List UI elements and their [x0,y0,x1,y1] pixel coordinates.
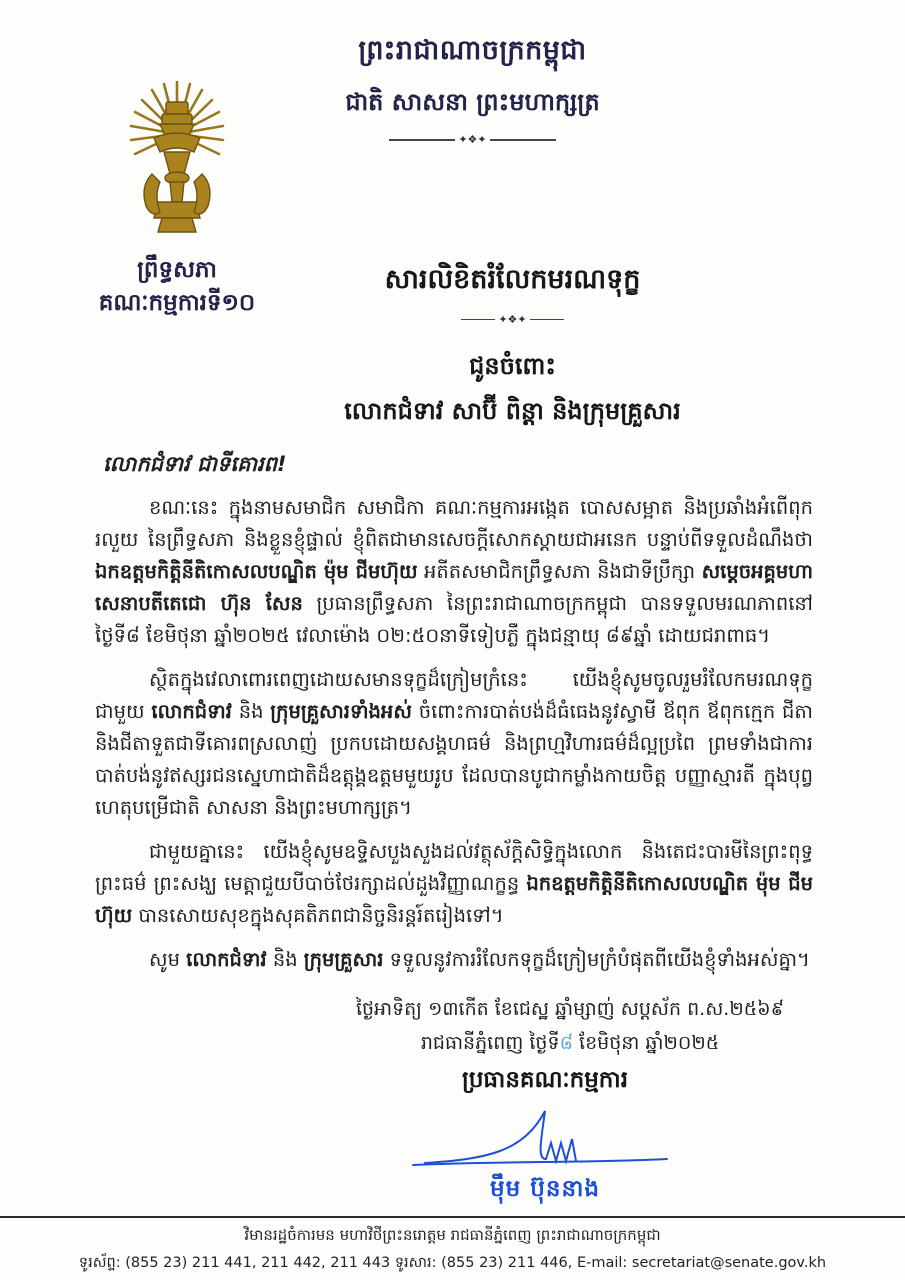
kingdom-motto-line1: ព្រះរាជាណាចក្រកម្ពុជា [358,35,587,66]
solar-date: រាជធានីភ្នំពេញ ថ្ងៃទី៨ ខែមិថុនា ឆ្នាំ២០២៥ [420,1032,720,1054]
senate-emblem-icon [122,78,232,246]
footer-contacts: ទូរស័ព្ទ: (855 23) 211 441, 211 442, 211 443 ទូរសារ: (855 23) 211 446, E-mail: secretariat@senate.gov.kh [78,1255,827,1271]
salutation: លោកជំទាវ ជាទីគោរព! [103,452,287,476]
kingdom-motto-line2: ជាតិ សាសនា ព្រះមហាក្សត្រ [345,88,600,116]
signature-block [335,1066,755,1208]
lunar-date: ថ្ងៃអាទិត្យ ១៣កើត ខែជេស្ឋ ឆ្នាំម្សាញ់ សប្ដស័ក ព.ស.២៥៦៩ [355,998,785,1020]
letterhead-commission: គណៈកម្មការទី១០ [98,290,256,317]
recipient-name: លោកជំទាវ សាប៊ី ពិន្ដា និងក្រុមគ្រួសារ [344,397,681,425]
recipient-block [120,351,905,431]
letter-title: សារលិខិតរំលែកមរណទុក្ខ [384,264,641,295]
letterhead-institution: ព្រឹទ្ធសភា [137,257,217,283]
letterhead [62,78,292,321]
paragraph-4: សូម លោកជំទាវ និង ក្រុមគ្រួសារ ទទួលនូវការរំលែកទុក្ខដ៏ក្រៀមក្រំបំផុតពីយើងខ្ញុំទាំងអស់គ្នា។ [149,948,810,971]
paragraph-1: ខណៈនេះ ក្នុងនាមសមាជិក សមាជិកា គណៈកម្មការអង្កេត បោសសម្អាត និងប្រឆាំងអំពើពុករលួយ នៃព្រឹទ្ធសភា និងខ្លួនខ្ញុំផ្ទាល់ ខ្ញុំពិតជាមានសេចក្ដីសោកស្ដាយជាអនេក បន្ទាប់ពីទទួលដំណឹងថា ឯកឧត្តមកិត្តិនីតិកោសលបណ្ឌិត ម៉ុម ជីមហ៊ុយ អតីតសមាជិកព្រឹទ្ធសភា និងជាទីប្រឹក្សា សម្ដេចអគ្គមហាសេនាបតីតេជោ ហ៊ុន សែន ប្រធានព្រឹទ្ធសភា នៃព្រះរាជាណាចក្រកម្ពុជា បានទទួលមរណភាពនៅថ្ងៃទី៨ ខែមិថុនា ឆ្នាំ២០២៥ វេលាម៉ោង ០២:៥០នាទីទៀបភ្លឺ ក្នុងជន្មាយុ ៨៩ឆ្នាំ ដោយជរាពាធ។ [95,496,813,647]
divider-line-left [461,319,495,320]
paragraph-2: ស្ថិតក្នុងវេលាពោរពេញដោយសមានទុក្ខដ៏ក្រៀមក្រំនេះ យើងខ្ញុំសូមចូលរួមរំលែកមរណទុក្ខជាមួយ លោកជំទាវ និង ក្រុមគ្រួសារទាំងអស់ ចំពោះការបាត់បង់ដ៏ធំធេងនូវស្វាមី ឪពុក ឪពុកក្មេក ជីតា និងជីតាទួតជាទីគោរពស្រលាញ់ ប្រកបដោយសង្គហធម៌ និងព្រហ្មវិហារធម៌ដ៏ល្អប្រពៃ ព្រមទាំងជាការបាត់បង់នូវឥស្សរជនស្នេហាជាតិដ៏ឧត្តុង្គឧត្តមមួយរូប ដែលបានបូជាកម្លាំងកាយចិត្ត បញ្ញាស្មារតី ក្នុងបុព្វហេតុបម្រើជាតិ សាសនា និងព្រះមហាក្សត្រ។ [95,668,814,819]
divider-line-left [389,139,455,141]
footer-address: វិមានរដ្ឋចំការមន មហាវិថីព្រះនរោត្តម រាជធានីភ្នំពេញ ព្រះរាជាណាចក្រកម្ពុជា [244,1226,661,1244]
signer-name: ម៉ឹម ប៊ុននាង [490,1176,600,1202]
page-footer [0,1216,905,1280]
divider-line-right [530,319,564,320]
signature-icon [405,1101,685,1175]
paragraph-3: ជាមួយគ្នានេះ យើងខ្ញុំសូមឧទ្ទិសបួងសួងដល់វត្ថុស័ក្ដិសិទ្ធិក្នុងលោក និងតេជះបារមីនៃព្រះពុទ្ធ ព្រះធម៌ ព្រះសង្ឃ មេត្តាជួយបីបាច់ថែរក្សាដល់ដួងវិញ្ញាណក្ខន្ធ ឯកឧត្តមកិត្តិនីតិកោសលបណ្ឌិត ម៉ុម ជីមហ៊ុយ បានសោយសុខក្នុងសុគតិភពជានិច្ចនិរន្តរ៍តរៀងទៅ។ [95,840,813,927]
signer-role: ប្រធានគណៈកម្មការ [461,1067,629,1093]
to-label: ជូនចំពោះ [469,352,556,380]
divider-ornament-icon: ✦❖✦ [498,313,527,326]
divider-line-right [490,139,556,141]
letter-body [95,451,813,976]
divider-ornament-icon: ✦❖✦ [458,133,487,146]
dateline-block [290,992,850,1060]
